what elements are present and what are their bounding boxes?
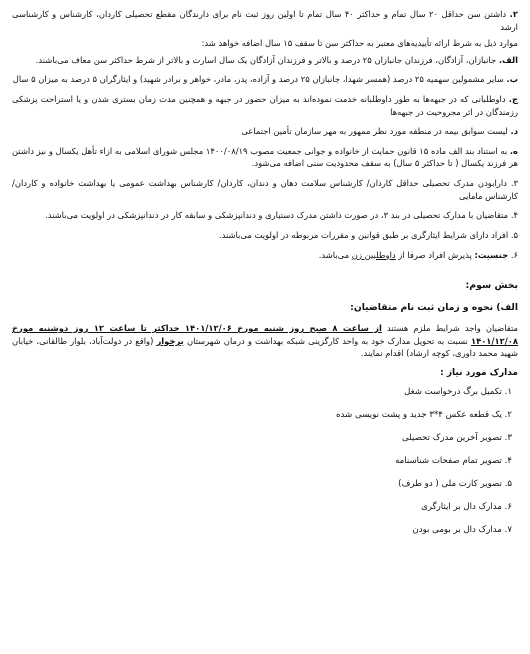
age-extension-intro: موارد ذیل به شرط ارائه تأییدیه‌های معتبر به حداکثر سن تا سقف ۱۵ سال اضافه خواهد شد: (201, 38, 518, 49)
extension-jim (12, 93, 518, 118)
condition-age-text: داشتن سن حداقل ۲۰ سال تمام و حداکثر ۴۰ سال تمام تا اولین روز ثبت نام برای دارندگان مقطع تحصیلی کاردان، کارشناس و کارشناسی ارشد (12, 9, 518, 32)
list-item: ۶. مدارک دال بر ایثارگری (421, 501, 512, 512)
extension-alef (12, 54, 518, 67)
extension-dal (12, 125, 518, 138)
list-item: ۳. تصویر آخرین مدرک تحصیلی (401, 433, 512, 444)
extension-be (12, 73, 518, 86)
list-item: ۴. تصویر تمام صفحات شناسنامه (395, 456, 512, 467)
gender-text-a: پذیرش افراد صرفا از (398, 249, 472, 260)
registration-text-a: متقاضیان واجد شرایط ملزم هستند (386, 323, 519, 334)
registration-paragraph (12, 322, 518, 360)
extension-text: سایر مشمولین سهمیه ۲۵ درصد (همسر شهدا، جانبازان ۲۵ درصد و آزاده، پدر، مادر، خواهر و برادر شهید) و ایثارگران ۵ درصد به میزان ۵ سال (12, 74, 504, 85)
list-item: ۱. تکمیل برگ درخواست شغل (404, 387, 512, 398)
list-item: ۷. مدارک دال بر بومی بودن (412, 524, 512, 535)
registration-city: برخوار (156, 335, 184, 346)
extension-label: د. (510, 126, 518, 137)
condition-priority-veterans (12, 229, 518, 242)
extension-label: ب. (506, 74, 518, 85)
required-documents-list (12, 386, 518, 536)
section-three-title: بخش سوم: (465, 280, 518, 292)
extension-text: داوطلبانی که در جبهه‌ها به طور داوطلبانه خدمت نموده‌اند به میزان حضور در جبهه و همچنین مدت زمان بستری شدن و یا استراحت پزشکی رزمندگان در اثر مجروحیت در جبهه‌ها (12, 94, 518, 117)
extension-text: به استناد بند الف ماده ۱۵ قانون حمایت از خانواده و جوانی جمعیت مصوب ۱۴۰۰/۰۸/۱۹ مجلس شورای اسلامی به ازاء تأهل یکسال و نیز داشتن هر فرزند یکسال ( تا حداکثر ۵ سال) به سقف محدودیت سنی اضافه می‌شود. (12, 145, 518, 169)
registration-text-d: (واقع در دولت‌آباد، بلوار طالقانی، خیابان شهید محمد داوری، کوچه ارشاد) اقدام نمایند. (12, 335, 518, 359)
item-number: ۶. (510, 249, 518, 260)
condition-priority-veterans-text: افراد دارای شرایط ایثارگری بر طبق قوانین و مقررات مربوطه در اولویت می‌باشند. (218, 229, 509, 240)
extension-text: جانبازان، آزادگان، فرزندان جانبازان ۲۵ درصد و بالاتر و فرزندان آزادگان یک سال اسارت و بالاتر از شرط حداکثر سن معاف می‌باشند. (35, 54, 497, 65)
extension-text: لیست سوابق بیمه در منطقه مورد نظر ممهور به مهر سازمان تأمین اجتماعی (241, 126, 508, 137)
list-item: ۵. تصویر کارت ملی ( دو طرف) (398, 478, 512, 489)
gender-text-underlined: داوطلبین زن (351, 249, 396, 260)
registration-date-range: از ساعت ۸ صبح روز شنبه مورخ ۱۴۰۱/۱۲/۰۶ حداکثر تا ساعت ۱۲ روز دوشنبه مورخ ۱۴۰۱/۱۲/۰۸ (12, 323, 518, 346)
item-number: ۲. (509, 9, 518, 19)
condition-priority-dental-text: متقاضیان با مدارک تحصیلی در بند ۳، در صورت داشتن مدرک دستیاری و دندانپزشکی و سابقه کار در دندانپزشکی در اولویت می‌باشند. (45, 210, 509, 221)
condition-priority-dental (12, 209, 518, 222)
condition-gender (12, 249, 518, 262)
gender-label: جنسیت: (474, 249, 509, 260)
extension-he (12, 145, 518, 170)
required-documents-title: مدارک مورد نیاز : (440, 367, 518, 378)
list-item: ۲. یک قطعه عکس ۴*۳ جدید و پشت نویسی شده (336, 410, 512, 421)
condition-degree-text: دارابودن مدرک تحصیلی حداقل کاردان/ کارشناس سلامت دهان و دندان، کاردان/ کارشناس بهداشت عمومی یا بهداشت خانواده و کاردان/ کارشناس مامایی (12, 178, 518, 201)
extension-label: ج. (508, 94, 518, 105)
condition-age (12, 8, 518, 33)
gender-text-b: می‌باشد. (318, 249, 350, 260)
registration-text-c: نسبت به تحویل مدارک خود به واحد کارگزینی شبکه بهداشت و درمان شهرستان (186, 335, 468, 346)
condition-degree (12, 177, 518, 202)
item-number: ۴. (510, 210, 518, 221)
extension-label: الف. (498, 54, 518, 65)
item-number: ۳. (510, 178, 518, 189)
registration-subtitle: الف) نحوه و زمان ثبت نام متقاضیان: (350, 302, 518, 314)
item-number: ۵. (510, 229, 518, 240)
extension-label: ه. (509, 145, 518, 156)
